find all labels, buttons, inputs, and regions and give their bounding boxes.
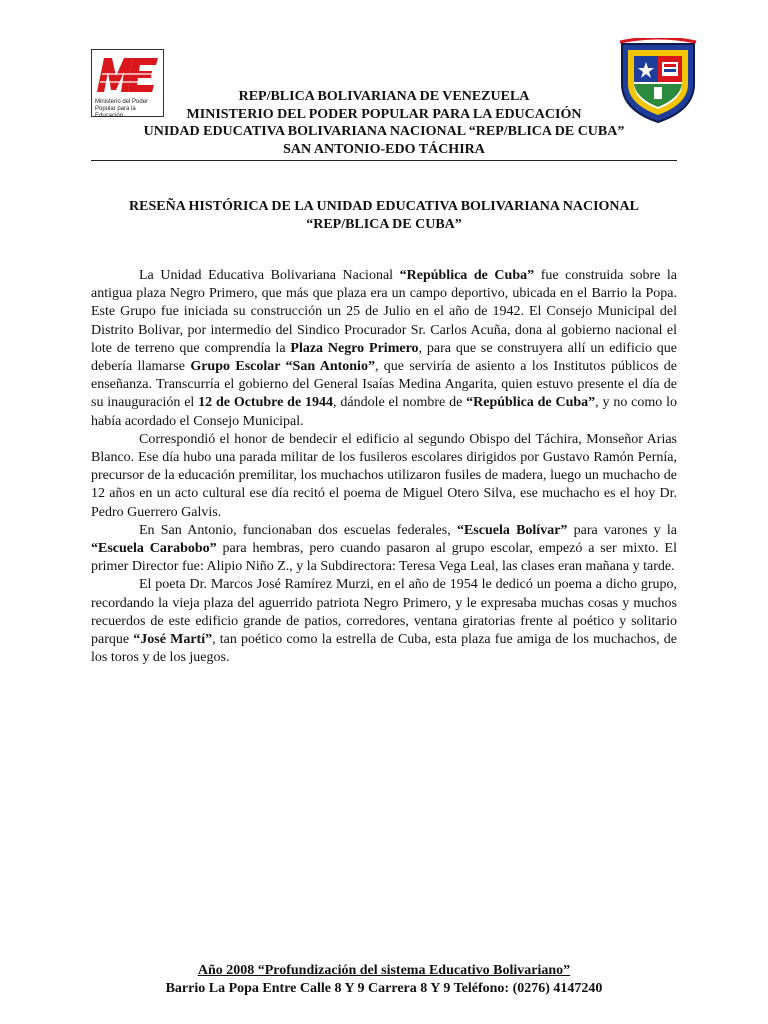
p1-bold-2: Plaza Negro Primero [290, 340, 419, 356]
p4-text-1: El poeta Dr. Marcos José Ramírez Murzi, en el año de 1954 le dedicó un poema a dicho grupo, recordando la vieja plaza del aguerrido patriota Negro Primero, y le expresaba muchas cosas y muchos recuerdos de este edificio grande de patios, corredores, ventana giratorias frente al poético y solitario parque [91, 577, 677, 648]
header-country: REP/BLICA BOLIVARIANA DE VENEZUELA [238, 89, 530, 104]
paragraph-3 [91, 522, 677, 577]
title-line-1: RESEÑA HISTÓRICA DE LA UNIDAD EDUCATIVA BOLIVARIANA NACIONAL [129, 199, 639, 214]
p3-text-3: para hembras, pero cuando pasaron al grupo escolar, empezó a ser mixto. El primer Director fue: Alipio Niño Z., y la Subdirectora: Teresa Vega Leal, las clases eran mañana y tarde. [91, 541, 677, 575]
p3-bold-1: “Escuela Bolívar” [456, 522, 568, 538]
title-line-2: “REP/BLICA DE CUBA” [306, 217, 462, 232]
header-location: SAN ANTONIO-EDO TÁCHIRA [283, 141, 485, 157]
footer-address: Barrio La Popa Entre Calle 8 Y 9 Carrera 8 Y 9 Teléfono: (0276) 4147240 [165, 981, 603, 996]
paragraph-2: Correspondió el honor de bendecir el edificio al segundo Obispo del Táchira, Monseñor Arias Blanco. Ese día hubo una parada militar de los fusileros escolares dirigidos por Gustavo Ramón Pernía, precursor de la educación premilitar, los muchachos utilizaron fusiles de madera, luego un muchacho de 12 años en un acto cultural ese día recitó el poema de Miguel Otero Silva, ese muchacho es el hoy Dr. Pedro Guerrero Galvis. [91, 431, 677, 520]
p4-bold-1: “José Martí” [133, 632, 213, 648]
p1-text-3: , para que se construyera allí un edificio que debería llamarse [91, 340, 678, 375]
document-title [80, 198, 688, 234]
p1-bold-4: 12 de Octubre de 1944 [198, 395, 334, 411]
p4-text-2: , tan poético como la estrella de Cuba, esta plaza fue amiga de los muchachos, de los toros y de los juegos. [91, 632, 677, 666]
p1-bold-5: “República de Cuba” [466, 395, 596, 411]
p1-bold-3: Grupo Escolar “San Antonio” [190, 359, 375, 375]
p3-text-1: En San Antonio, funcionaban dos escuelas federales, [139, 522, 457, 538]
p1-text-6: , y no como lo había acordado el Consejo Municipal. [91, 395, 678, 429]
p1-text-2: fue construida sobre la antigua plaza Negro Primero, que más que plaza era un campo deportivo, ubicada en el Barrio la Popa. Este Grupo fue iniciada su construcción un 25 de Julio en el año de 1942. El Consejo Municipal del Distrito Bolivar, por intermedio del Sindico Procurador Sr. Carlos Acuña, dona al gobierno nacional el lote de terreno que comprendía la [91, 268, 678, 356]
paragraph-4 [91, 576, 677, 667]
p1-text-1: La Unidad Educativa Bolivariana Nacional [139, 268, 400, 283]
p1-bold-1: “República de Cuba” [399, 268, 535, 283]
header-divider [91, 160, 677, 161]
header-school: UNIDAD EDUCATIVA BOLIVARIANA NACIONAL “REP/BLICA DE CUBA” [143, 124, 625, 139]
paragraph-1 [91, 267, 677, 431]
ministry-logo-caption: Ministerio del Poder Popular para la Educación [95, 99, 149, 119]
p1-text-5: , dándole el nombre de [333, 395, 467, 411]
p3-bold-2: “Escuela Carabobo” [91, 541, 217, 557]
p1-text-4: , que serviría de asiento a los Institutos públicos de enseñanza. Transcurría el gobierno del General Isaías Medina Angarita, quien estuvo presente el día de su inauguración el [91, 359, 678, 411]
document-footer [80, 962, 688, 998]
institution-header [80, 88, 688, 158]
footer-motto: Año 2008 “Profundización del sistema Educativo Bolivariano” [197, 963, 571, 978]
header-ministry: MINISTERIO DEL PODER POPULAR PARA LA EDUCACIÓN [186, 106, 582, 122]
p3-text-2: para varones y la [567, 522, 677, 538]
document-body [91, 267, 677, 667]
